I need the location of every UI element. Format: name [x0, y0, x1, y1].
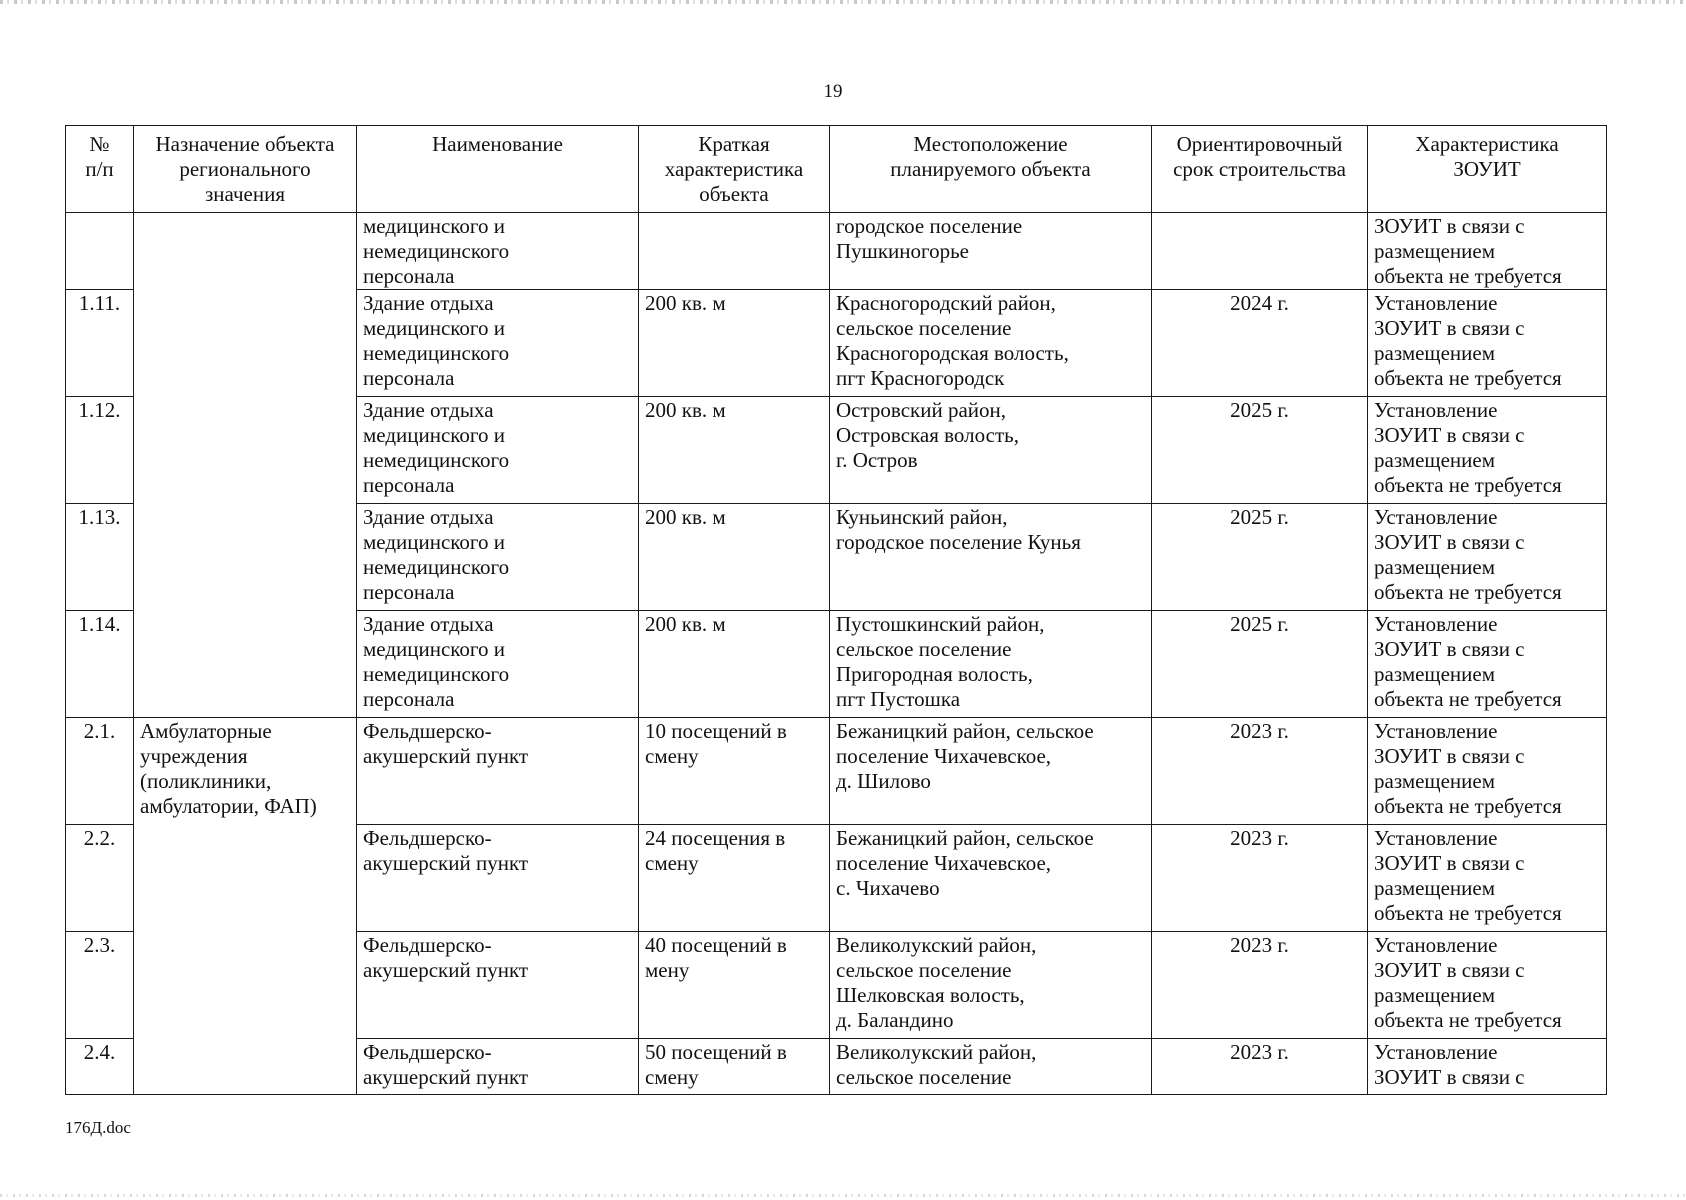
row-num: 1.11. [66, 290, 134, 397]
row-location: Островский район, Островская волость, г. Остров [830, 397, 1152, 504]
row-location: Великолукский район, сельское поселение [830, 1039, 1152, 1095]
row-name: Фельдшерско- акушерский пункт [357, 718, 639, 825]
row-zouit: Установление ЗОУИТ в связи с размещением объекта не требуется [1368, 718, 1607, 825]
header-zouit: Характеристика ЗОУИТ [1368, 126, 1607, 213]
row-term: 2023 г. [1152, 1039, 1368, 1095]
row-brief [639, 213, 830, 290]
row-name: медицинского и немедицинского персонала [357, 213, 639, 290]
row-name: Здание отдыха медицинского и немедицинского персонала [357, 397, 639, 504]
row-brief: 24 посещения в смену [639, 825, 830, 932]
header-brief: Краткая характеристика объекта [639, 126, 830, 213]
row-name: Здание отдыха медицинского и немедицинского персонала [357, 290, 639, 397]
row-name: Фельдшерско- акушерский пункт [357, 1039, 639, 1095]
page-number: 19 [823, 81, 843, 102]
row-zouit: Установление ЗОУИТ в связи с размещением объекта не требуется [1368, 397, 1607, 504]
row-brief: 200 кв. м [639, 397, 830, 504]
header-location: Местоположение планируемого объекта [830, 126, 1152, 213]
row-purpose: Амбулаторные учреждения (поликлиники, амбулатории, ФАП) [134, 718, 357, 1095]
header-name: Наименование [357, 126, 639, 213]
row-zouit: Установление ЗОУИТ в связи с размещением объекта не требуется [1368, 290, 1607, 397]
row-term: 2023 г. [1152, 932, 1368, 1039]
row-location: городское поселение Пушкиногорье [830, 213, 1152, 290]
row-brief: 40 посещений в мену [639, 932, 830, 1039]
row-brief: 10 посещений в смену [639, 718, 830, 825]
row-zouit: Установление ЗОУИТ в связи с размещением объекта не требуется [1368, 504, 1607, 611]
row-term: 2025 г. [1152, 611, 1368, 718]
header-purpose: Назначение объекта регионального значения [134, 126, 357, 213]
row-location: Бежаницкий район, сельское поселение Чихачевское, с. Чихачево [830, 825, 1152, 932]
row-term: 2023 г. [1152, 825, 1368, 932]
row-location: Куньинский район, городское поселение Кунья [830, 504, 1152, 611]
row-location: Красногородский район, сельское поселение Красногородская волость, пгт Красногородск [830, 290, 1152, 397]
row-zouit: Установление ЗОУИТ в связи с размещением объекта не требуется [1368, 932, 1607, 1039]
row-location: Великолукский район, сельское поселение Шелковская волость, д. Баландино [830, 932, 1152, 1039]
header-num: № п/п [66, 126, 134, 213]
header-term: Ориентировочный срок строительства [1152, 126, 1368, 213]
row-num [66, 213, 134, 290]
row-num: 2.4. [66, 1039, 134, 1095]
table-row [66, 718, 1607, 825]
row-num: 2.1. [66, 718, 134, 825]
row-num: 1.14. [66, 611, 134, 718]
row-num: 1.13. [66, 504, 134, 611]
table-header-row [66, 126, 1607, 213]
row-name: Здание отдыха медицинского и немедицинского персонала [357, 504, 639, 611]
objects-table [65, 125, 1607, 1095]
row-name: Фельдшерско- акушерский пункт [357, 932, 639, 1039]
row-num: 1.12. [66, 397, 134, 504]
row-brief: 50 посещений в смену [639, 1039, 830, 1095]
row-location: Пустошкинский район, сельское поселение Пригородная волость, пгт Пустошка [830, 611, 1152, 718]
row-zouit: Установление ЗОУИТ в связи с [1368, 1039, 1607, 1095]
scan-edge-top [0, 0, 1686, 4]
row-brief: 200 кв. м [639, 290, 830, 397]
scan-edge-bottom [0, 1194, 1686, 1197]
row-term: 2025 г. [1152, 397, 1368, 504]
row-num: 2.2. [66, 825, 134, 932]
row-term [1152, 213, 1368, 290]
row-name: Здание отдыха медицинского и немедицинского персонала [357, 611, 639, 718]
table-row [66, 213, 1607, 290]
row-brief: 200 кв. м [639, 611, 830, 718]
row-zouit: Установление ЗОУИТ в связи с размещением объекта не требуется [1368, 825, 1607, 932]
row-term: 2024 г. [1152, 290, 1368, 397]
row-zouit: ЗОУИТ в связи с размещением объекта не требуется [1368, 213, 1607, 290]
row-num: 2.3. [66, 932, 134, 1039]
row-zouit: Установление ЗОУИТ в связи с размещением объекта не требуется [1368, 611, 1607, 718]
row-brief: 200 кв. м [639, 504, 830, 611]
row-name: Фельдшерско- акушерский пункт [357, 825, 639, 932]
footer-filename: 176Д.doc [65, 1118, 131, 1137]
row-term: 2023 г. [1152, 718, 1368, 825]
row-location: Бежаницкий район, сельское поселение Чихачевское, д. Шилово [830, 718, 1152, 825]
purpose-cell-continued [134, 213, 357, 718]
row-term: 2025 г. [1152, 504, 1368, 611]
